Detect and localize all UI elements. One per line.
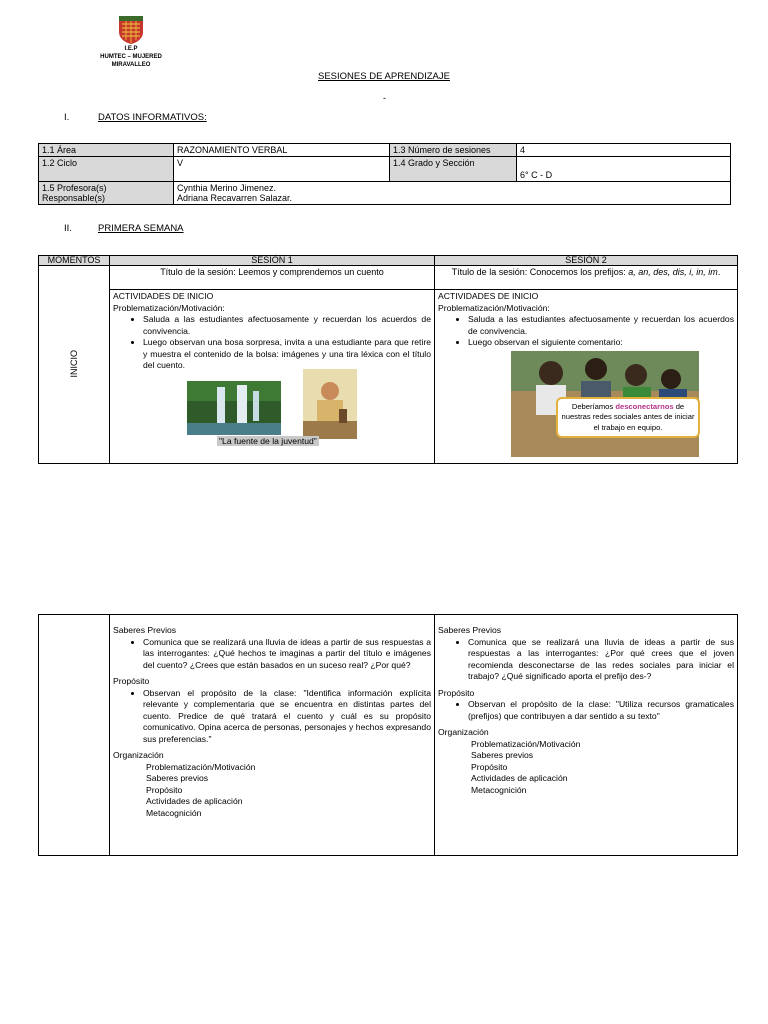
area-label: 1.1 Área [39,144,174,157]
session-2-bullets [438,314,734,349]
motivation-heading: Problematización/Motivación: [438,302,550,313]
story-images [113,375,431,447]
saberes-heading: Saberes Previos [438,625,502,635]
col-session-2: SESIÓN 2 [435,256,738,266]
comment-text-1: Deberíamos [571,401,616,411]
session-2-prefix-list: a, an, des, dis, i, in, im [628,267,718,277]
comment-box [556,397,700,439]
organizacion-heading: Organización [113,750,164,760]
section-2-heading [64,223,184,234]
org-item: Propósito [146,784,183,795]
grade-label: 1.4 Grado y Sección [390,157,517,182]
waterfall-image [187,381,281,435]
proposito-heading: Propósito [438,687,475,698]
section-2-label: PRIMERA SEMANA [98,223,184,234]
teacher-label [39,182,174,205]
session-2-details [435,615,738,856]
school-name [60,45,202,69]
session-2-title-prefix: Título de la sesión: Conocemos los prefijos: [451,267,629,277]
proposito-heading: Propósito [113,676,150,686]
session-2-title [435,266,738,290]
org-item: Propósito [471,761,508,772]
teacher-label-line-2: Responsable(s) [42,193,106,203]
sessions-label: 1.3 Número de sesiones [390,144,517,157]
org-item: Metacognición [471,784,527,795]
school-line-1: I.E.P [124,46,138,52]
sessions-table-continued [38,614,738,856]
session-2-title-suffix: . [717,267,721,277]
comment-text-2: de nuestras redes sociales antes de iniciar el trabajo en equipo. [561,401,695,432]
dash-mark: - [383,93,386,103]
teacher-label-line-1: 1.5 Profesora(s) [42,183,107,193]
school-line-3: MIRAVALLEO [111,62,151,68]
session-1-details [110,615,435,856]
org-item: Problematización/Motivación [471,738,581,749]
section-1-heading [64,112,207,123]
saberes-list [113,637,431,672]
session-2-activities [435,290,738,464]
story-title-caption: "La fuente de la juventud" [219,435,317,446]
saberes-heading: Saberes Previos [113,625,177,635]
list-item: • Observan el propósito de la clase: "Utiliza recursos gramaticales (prefijos) que contribuyen a dar sentido a su texto" [468,699,734,722]
comment-highlight: desconectarnos [615,401,674,411]
activities-heading: ACTIVIDADES DE INICIO [113,291,214,301]
motivation-heading: Problematización/Motivación: [113,302,225,313]
session-1-bullets [113,314,431,372]
list-item: • Luego observan una bosa sorpresa, invita a una estudiante para que retire y muestra el contenido de la bolsa: imágenes y una tira léxica con el título del cuento. [143,337,431,372]
grade-value: 6° C - D [517,157,731,182]
school-line-2: HUMTEC – MUJERED [100,54,162,60]
section-1-number: I. [64,112,70,123]
org-item: Actividades de aplicación [471,773,568,783]
col-momentos: MOMENTOS [39,256,110,266]
page-title: SESIONES DE APRENDIZAJE [318,71,450,82]
list-item: • Comunica que se realizará una lluvia de ideas a partir de sus respuestas a las interrogantes: ¿Qué hechos te imaginas a partir del título e imágenes del cuento? ¿Crees que están basados en un suceso real? ¿Por qué? [143,637,431,672]
moment-inicio-cell [39,266,110,464]
proposito-list [113,688,431,746]
cycle-label: 1.2 Ciclo [39,157,174,182]
moment-inicio: INICIO [69,349,79,378]
old-man-image [303,369,357,439]
section-2-number: II. [64,223,72,234]
list-item: • Saluda a las estudiantes afectuosamente y recuerdan los acuerdos de convivencia. [143,314,431,337]
teens-image [438,351,734,459]
list-item: • Observan el propósito de la clase: "Identifica información explícita relevante y complementaria que se encuentra en distintas partes del cuento. Predice de qué tratará el cuento y cuál es su propósito comunicativo. Opina acerca de personas, personajes y hechos expresando sus preferencias." [143,688,431,746]
activities-heading: ACTIVIDADES DE INICIO [438,291,539,301]
org-item: Metacognición [146,807,202,818]
school-logo [118,16,144,44]
org-item: Saberes previos [146,773,209,783]
area-value: RAZONAMIENTO VERBAL [174,144,390,157]
cycle-value: V [174,157,390,182]
section-1-label: DATOS INFORMATIVOS: [98,112,207,123]
teacher-2: Adriana Recavarren Salazar. [177,193,293,203]
proposito-list [438,699,734,722]
sessions-value: 4 [517,144,731,157]
col-session-1: SESIÓN 1 [110,256,435,266]
sessions-table [38,255,738,464]
org-item: Saberes previos [471,750,534,760]
session-1-activities [110,290,435,464]
session-1-title: Título de la sesión: Leemos y comprendemos un cuento [110,266,435,290]
saberes-list [438,637,734,683]
list-item: • Comunica que se realizará una lluvia de ideas a partir de sus respuestas a las interrogantes: ¿Por qué crees que el joven recomienda desconectarse de las redes sociales para iniciar el trabajo? ¿Qué significado aporta el prefijo des-? [468,637,734,683]
teacher-names [174,182,731,205]
org-item: Actividades de aplicación [146,796,243,806]
info-table [38,143,731,205]
teacher-1: Cynthia Merino Jimenez. [177,183,277,193]
list-item: • Saluda a las estudiantes afectuosamente y recuerdan los acuerdos de convivencia. [468,314,734,337]
org-item: Problematización/Motivación [146,761,256,772]
moment-cell-empty [39,615,110,856]
list-item: • Luego observan el siguiente comentario: [468,337,734,349]
organizacion-heading: Organización [438,727,489,737]
